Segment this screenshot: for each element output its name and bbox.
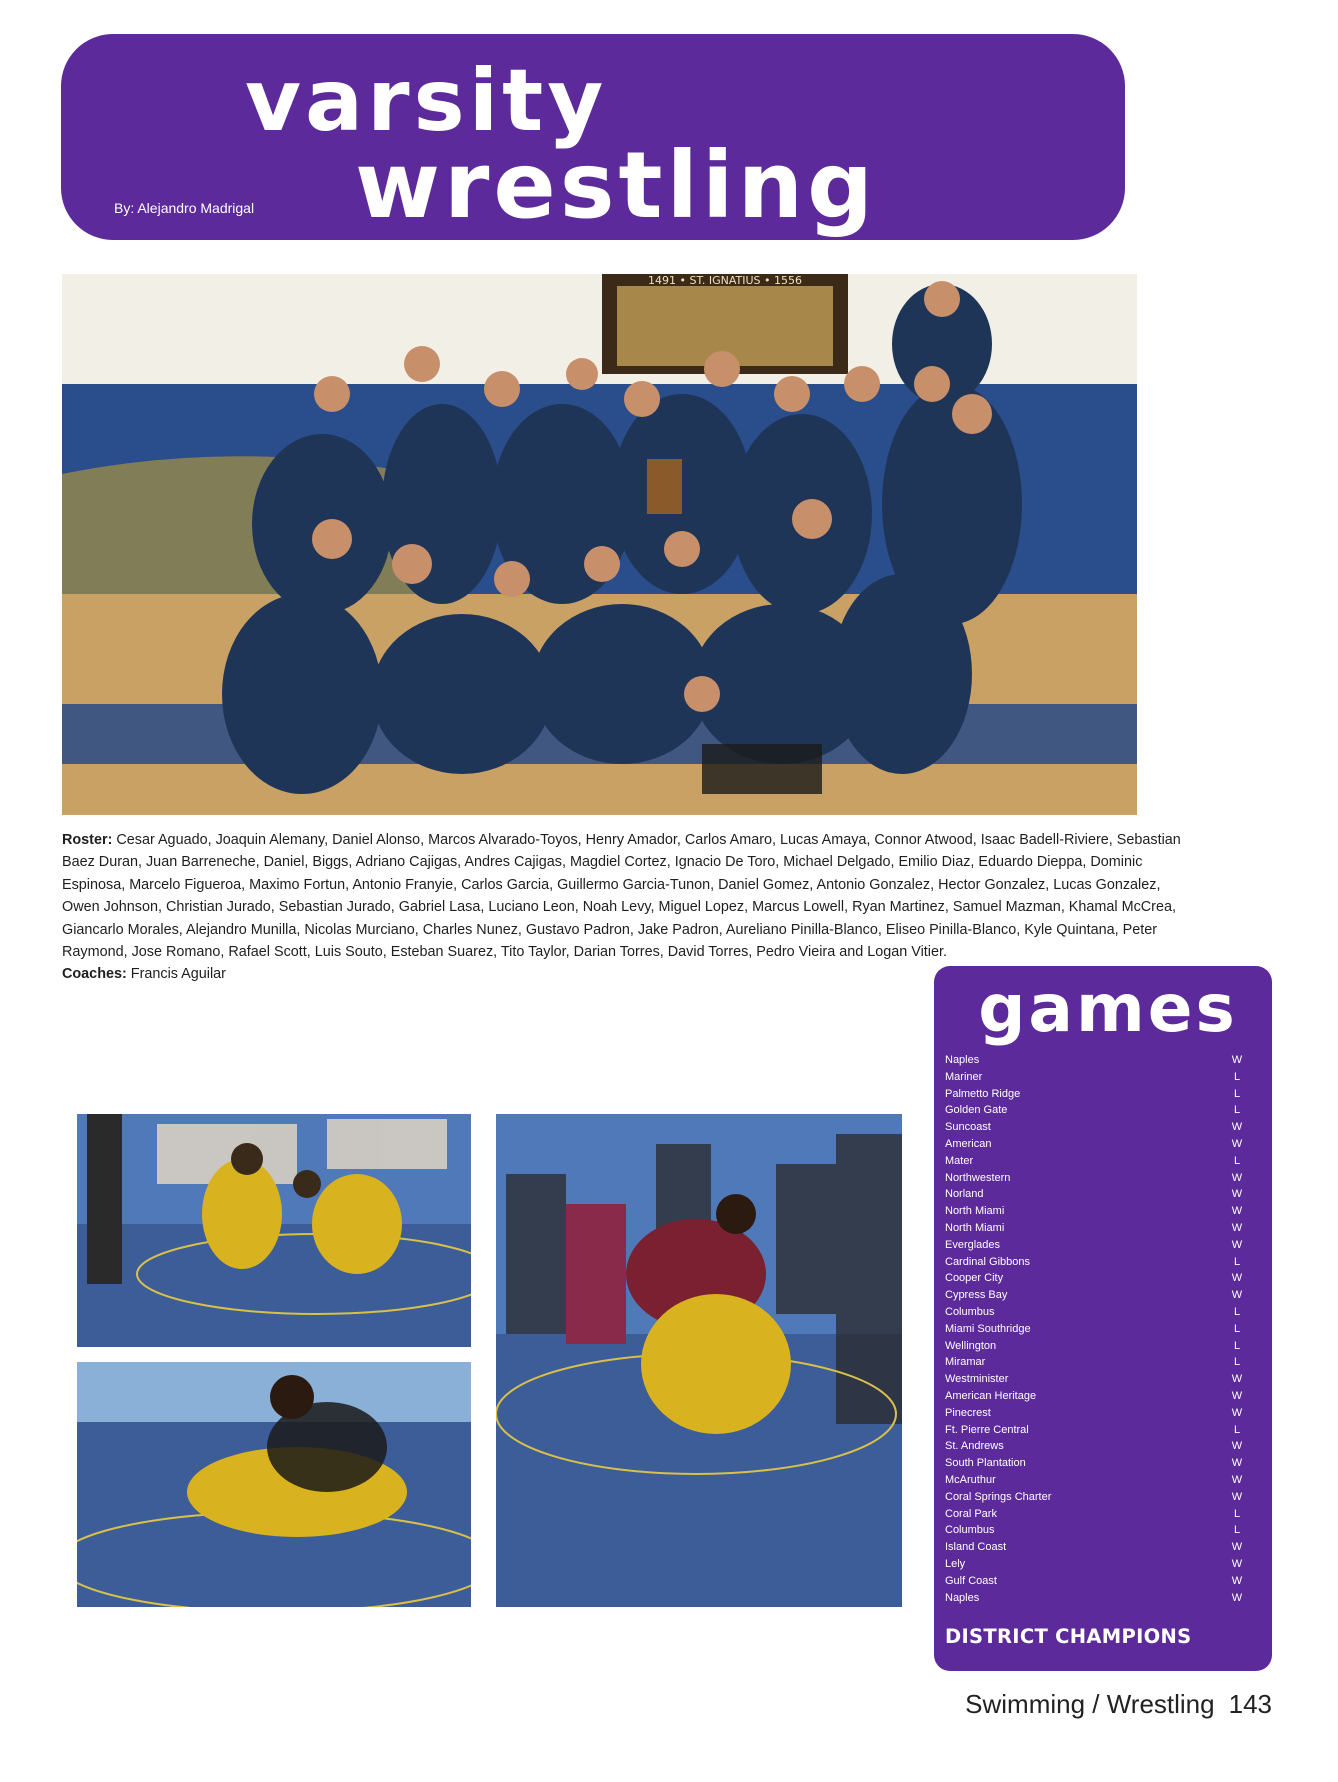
game-opponent: St. Andrews xyxy=(945,1440,1004,1453)
game-opponent: South Plantation xyxy=(945,1457,1026,1470)
game-row xyxy=(945,1338,1245,1355)
page-title-line2: wrestling xyxy=(355,132,877,239)
section-name: Swimming / Wrestling xyxy=(965,1689,1215,1719)
game-opponent: North Miami xyxy=(945,1205,1005,1218)
games-list xyxy=(945,1052,1245,1606)
game-row xyxy=(945,1153,1245,1170)
game-opponent: Everglades xyxy=(945,1238,1001,1251)
game-result: W xyxy=(1231,1574,1243,1587)
roster-names: Cesar Aguado, Joaquin Alemany, Daniel Alonso, Marcos Alvarado-Toyos, Henry Amador, Carlos Amaro, Lucas Amaya, Connor Atwood, Isaac Badell-Riviere, Sebastian Baez Duran, Juan Barreneche, Daniel, Biggs, Adriano Cajigas, Andres Cajigas, Magdiel Cortez, Ignacio De Toro, Michael Delgado, Emilio Diaz, Eduardo Dieppa, Dominic Espinosa, Marcelo Figueroa, Maximo Fortun, Antonio Franyie, Carlos Garcia, Guillermo Garcia-Tunon, Daniel Gomez, Antonio Gonzalez, Hector Gonzalez, Lucas Gonzalez, Owen Johnson, Christian Jurado, Sebastian Jurado, Gabriel Lasa, Luciano Leon, Noah Levy, Miguel Lopez, Marcus Lowell, Ryan Martinez, Samuel Mazman, Khamal McCrea, Giancarlo Morales, Alejandro Munilla, Nicolas Murciano, Charles Nunez, Gustavo Padron, Jake Padron, Aureliano Pinilla-Blanco, Eliseo Pinilla-Blanco, Kyle Quintana, Peter Raymond, Jose Romano, Rafael Scott, Luis Souto, Esteban Suarez, Tito Taylor, Darian Torres, David Torres, Pedro Vieira and Logan Vitier. xyxy=(62,832,1181,961)
game-opponent: Naples xyxy=(945,1054,980,1066)
game-result: W xyxy=(1231,1541,1243,1554)
game-result: W xyxy=(1231,1238,1243,1251)
game-row xyxy=(945,1119,1245,1136)
coaches-label: Coaches: xyxy=(62,966,127,983)
game-result: W xyxy=(1231,1373,1243,1386)
district-champions-label: DISTRICT CHAMPIONS xyxy=(945,1625,1192,1648)
game-row xyxy=(945,1506,1245,1523)
game-row xyxy=(945,1069,1245,1086)
game-opponent: Coral Springs Charter xyxy=(945,1490,1052,1503)
game-row xyxy=(945,1438,1245,1455)
game-row xyxy=(945,1052,1245,1069)
game-opponent: Suncoast xyxy=(945,1121,991,1134)
team-photo xyxy=(62,274,1137,815)
game-opponent: Columbus xyxy=(945,1305,995,1318)
game-result: L xyxy=(1233,1507,1241,1520)
game-opponent: Norland xyxy=(945,1188,984,1201)
game-opponent: Lely xyxy=(945,1557,966,1570)
game-opponent: Miami Southridge xyxy=(945,1322,1031,1335)
game-result: L xyxy=(1233,1524,1241,1537)
banner-text: 1491 • ST. IGNATIUS • 1556 xyxy=(647,274,803,287)
game-result: W xyxy=(1231,1054,1243,1066)
game-row xyxy=(945,1237,1245,1254)
game-row xyxy=(945,1556,1245,1573)
game-result: L xyxy=(1233,1305,1241,1318)
game-result: L xyxy=(1233,1087,1241,1100)
game-result: W xyxy=(1231,1389,1243,1402)
games-title: games xyxy=(978,970,1238,1047)
game-result: L xyxy=(1233,1322,1241,1335)
game-result: W xyxy=(1231,1137,1243,1150)
game-opponent: Wellington xyxy=(945,1339,997,1352)
game-result: W xyxy=(1231,1473,1243,1486)
game-row xyxy=(945,1220,1245,1237)
game-row xyxy=(945,1422,1245,1439)
game-opponent: Columbus xyxy=(945,1524,995,1537)
game-row xyxy=(945,1388,1245,1405)
game-result: W xyxy=(1231,1591,1243,1604)
game-opponent: Naples xyxy=(945,1591,980,1604)
game-result: W xyxy=(1231,1221,1243,1234)
game-row xyxy=(945,1086,1245,1103)
game-opponent: Westminister xyxy=(945,1373,1009,1386)
game-opponent: Mater xyxy=(945,1154,974,1167)
game-opponent: Northwestern xyxy=(945,1171,1011,1184)
game-row xyxy=(945,1371,1245,1388)
game-opponent: Miramar xyxy=(945,1356,986,1369)
game-result: W xyxy=(1231,1272,1243,1285)
game-row xyxy=(945,1270,1245,1287)
game-result: W xyxy=(1231,1406,1243,1419)
game-result: W xyxy=(1231,1490,1243,1503)
game-row xyxy=(945,1254,1245,1271)
game-row xyxy=(945,1170,1245,1187)
game-opponent: Cooper City xyxy=(945,1272,1004,1285)
game-opponent: McAruthur xyxy=(945,1473,996,1486)
game-result: W xyxy=(1231,1171,1243,1184)
game-result: L xyxy=(1233,1423,1241,1436)
game-row xyxy=(945,1472,1245,1489)
game-opponent: Palmetto Ridge xyxy=(945,1087,1021,1100)
game-result: W xyxy=(1231,1557,1243,1570)
game-row xyxy=(945,1321,1245,1338)
game-row xyxy=(945,1203,1245,1220)
page-footer xyxy=(965,1689,1272,1720)
game-row xyxy=(945,1539,1245,1556)
game-result: W xyxy=(1231,1457,1243,1470)
game-result: L xyxy=(1233,1339,1241,1352)
game-opponent: American Heritage xyxy=(945,1389,1037,1402)
game-row xyxy=(945,1590,1245,1607)
game-row xyxy=(945,1186,1245,1203)
byline: By: Alejandro Madrigal xyxy=(114,200,255,216)
game-result: W xyxy=(1231,1289,1243,1302)
roster-text xyxy=(62,829,1202,986)
game-row xyxy=(945,1136,1245,1153)
game-result: W xyxy=(1231,1188,1243,1201)
game-opponent: Coral Park xyxy=(945,1507,997,1520)
game-opponent: Pinecrest xyxy=(945,1406,991,1419)
game-result: L xyxy=(1233,1255,1241,1268)
game-row xyxy=(945,1354,1245,1371)
game-result: L xyxy=(1233,1070,1241,1083)
game-result: L xyxy=(1233,1104,1241,1117)
coaches-names: Francis Aguilar xyxy=(126,966,226,983)
roster-label: Roster: xyxy=(62,832,113,848)
game-opponent: Golden Gate xyxy=(945,1104,1008,1117)
game-opponent: American xyxy=(945,1137,992,1150)
game-row xyxy=(945,1489,1245,1506)
game-row xyxy=(945,1287,1245,1304)
game-row xyxy=(945,1573,1245,1590)
game-result: W xyxy=(1231,1205,1243,1218)
match-photo-1 xyxy=(77,1114,471,1347)
game-result: L xyxy=(1233,1356,1241,1369)
page-title-line1: varsity xyxy=(245,51,608,151)
game-result: L xyxy=(1233,1154,1241,1167)
game-row xyxy=(945,1304,1245,1321)
game-opponent: Cardinal Gibbons xyxy=(945,1255,1030,1268)
game-opponent: Island Coast xyxy=(945,1541,1007,1554)
game-row xyxy=(945,1522,1245,1539)
page-number: 143 xyxy=(1228,1689,1272,1719)
match-photo-2 xyxy=(77,1362,471,1607)
game-row xyxy=(945,1102,1245,1119)
game-opponent: Cypress Bay xyxy=(945,1289,1008,1302)
game-opponent: North Miami xyxy=(945,1221,1005,1234)
game-result: W xyxy=(1231,1121,1243,1134)
game-opponent: Ft. Pierre Central xyxy=(945,1423,1029,1436)
game-row xyxy=(945,1405,1245,1422)
game-row xyxy=(945,1455,1245,1472)
game-result: W xyxy=(1231,1440,1243,1453)
game-opponent: Gulf Coast xyxy=(945,1574,997,1587)
match-photo-3 xyxy=(496,1114,902,1607)
game-opponent: Mariner xyxy=(945,1070,983,1083)
